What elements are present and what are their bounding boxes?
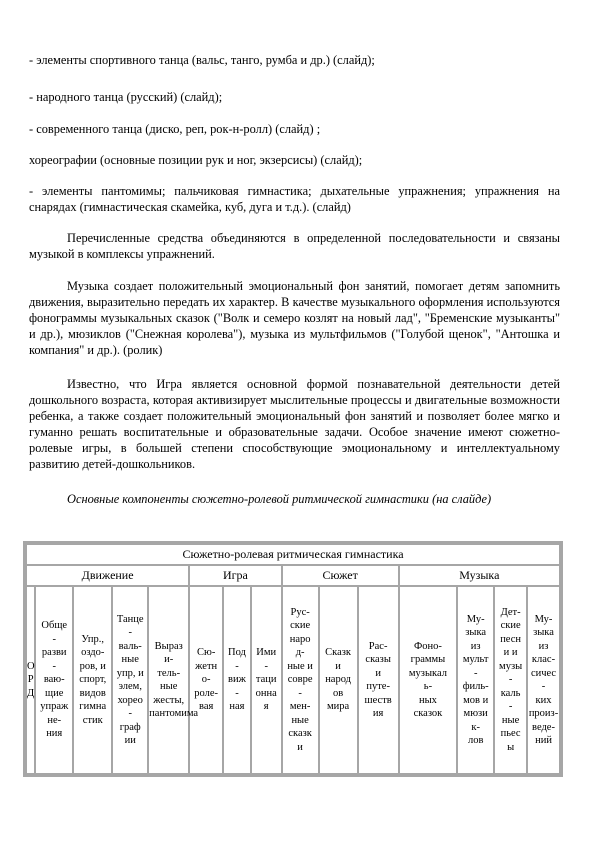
group-plot: Сюжет <box>282 565 399 586</box>
paragraph-music: Музыка создает положительный эмоциональный фон занятий, помогает детям запомнить движения, выразительно передать их характер. В качестве музыкального оформления используются фонограммы музыкальных сказок ("Волк и семеро козлят на новый лад", "Бременские музыканты" и др.), мюзиклов ("Снежная королева"), музыка из мультфильмов ("Голубой щенок", "Антошка и компания" и др.). (ролик) <box>29 279 560 357</box>
paragraph-sport-dance: - элементы спортивного танца (вальс, танго, румба и др.) (слайд); <box>29 53 375 67</box>
paragraph-folk-dance: - народного танца (русский) (слайд); <box>29 90 223 104</box>
paragraph-choreography: хореографии (основные позиции рук и ног, экзерсисы) (слайд); <box>29 153 363 167</box>
paragraph-pantomime: - элементы пантомимы; пальчиковая гимнастика; дыхательные упражнения; упражнения на снарядах (гимнастическая скамейка, куб, дуга и т.д.). (слайд) <box>29 184 560 214</box>
table-cell: Му- зыка из клас- сичес - ких произ- веде- ний <box>527 586 560 774</box>
group-movement: Движение <box>26 565 189 586</box>
table-cell: Рус- ские наро д- ные и совре - мен- ные сказк и <box>282 586 319 774</box>
table-cell: Танце - валь- ные упр, и элем, хорео - граф ии <box>112 586 148 774</box>
paragraph-modern-dance: - современного танца (диско, реп, рок-н-ролл) (слайд) ; <box>29 122 321 136</box>
table-cell: Под - виж - ная <box>223 586 251 774</box>
table-cell: Рас- сказы и путе- шеств ия <box>358 586 399 774</box>
paragraph-game: Известно, что Игра является основной формой познавательной деятельности детей дошкольного возраста, которая активизирует мыслительные процессы и двигательные возможности ребенка, а также создает положительный эмоциональный фон занятий и позволяет более мягко и гуманно решать воспитательные и образовательные задачи. Особое значение имеют сюжетно-ролевые игры, в большей степени способствующие эмоциональному и интеллектуальному развитию детей-дошкольников. <box>29 377 560 471</box>
group-music: Музыка <box>399 565 560 586</box>
table-cell: Му- зыка из мульт - филь- мов и мюзи к- лов <box>457 586 494 774</box>
table-cell: О Р Д <box>26 586 35 774</box>
table-cell: Фоно- граммы музыкал ь- ных сказок <box>399 586 458 774</box>
paragraph-components-heading: Основные компоненты сюжетно-ролевой ритмической гимнастики (на слайде) <box>67 492 492 506</box>
table-cell: Обще - разви - ваю- щие упраж не- ния <box>35 586 73 774</box>
table-cell: Сю- жетн о- роле- вая <box>189 586 223 774</box>
table-title: Сюжетно-ролевая ритмическая гимнастика <box>26 544 560 565</box>
table-cell: Упр., оздо- ров, и спорт, видов гимна стик <box>73 586 112 774</box>
table-cell: Дет- ские песн и и музы - каль - ные пьес ы <box>494 586 527 774</box>
table-cell: Ими - таци онна я <box>251 586 282 774</box>
table-cell: Сказк и народ ов мира <box>319 586 358 774</box>
group-game: Игра <box>189 565 281 586</box>
table-cell: Выраз и- тель- ные жесты, пантомима <box>148 586 189 774</box>
paragraph-combined-means: Перечисленные средства объединяются в определенной последовательности и связаны музыкой в комплексы упражнений. <box>29 231 560 261</box>
components-table <box>23 541 563 777</box>
